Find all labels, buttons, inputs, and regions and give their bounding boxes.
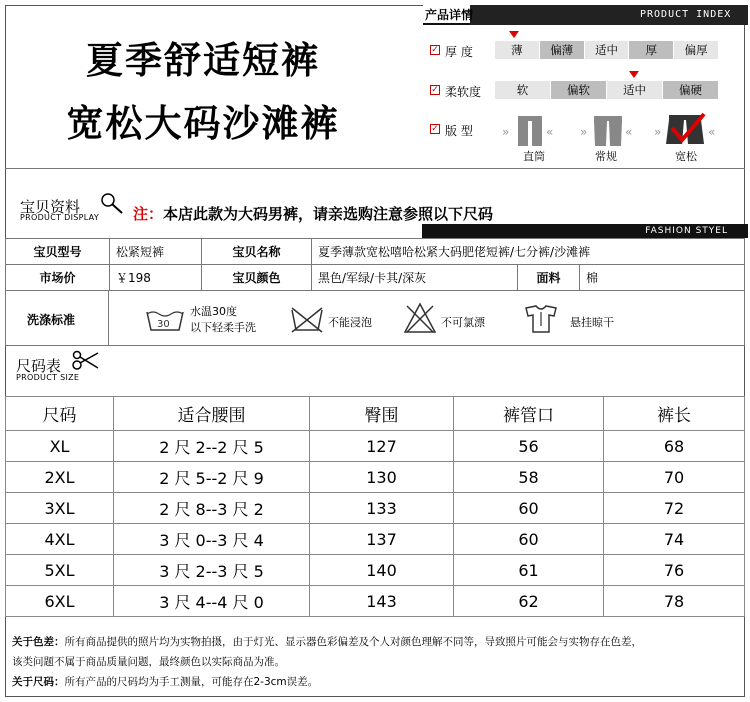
magnifier-icon (100, 192, 126, 216)
product-index-en: PRODUCT INDEX (640, 9, 732, 20)
size-cell: 2XL (6, 462, 114, 493)
model-value: 松紧短裤 (110, 239, 202, 265)
hang-dry-text: 悬挂晾干 (570, 316, 614, 329)
table-row (6, 555, 745, 586)
name-label: 宝贝名称 (202, 239, 312, 265)
checkbox-icon: ✓ (431, 45, 439, 55)
scale-option: 适中 (606, 81, 662, 99)
table-row (6, 462, 745, 493)
hip-cell: 133 (310, 493, 454, 524)
col-header: 臀围 (310, 397, 454, 431)
no-bleach-text: 不可氯漂 (441, 316, 485, 329)
leg-opening-cell: 56 (454, 431, 604, 462)
color-label: 宝贝颜色 (202, 265, 312, 291)
hip-cell: 143 (310, 586, 454, 617)
notice-text: 本店此款为大码男裤，请亲选购注意参照以下尺码 (163, 205, 494, 223)
softness-scale (494, 81, 718, 99)
hip-cell: 130 (310, 462, 454, 493)
size-table-header (6, 397, 745, 431)
price-value: ￥198 (110, 265, 202, 291)
length-cell: 74 (604, 524, 745, 555)
table-row (6, 493, 745, 524)
waist-cell: 3 尺 2--3 尺 5 (114, 555, 310, 586)
col-header: 裤管口 (454, 397, 604, 431)
color-note-text: 所有商品提供的照片均为实物拍摄，由于灯光、显示器色彩偏差及个人对颜色理解不同等，导致照片可能会与实物存在色差， (64, 636, 642, 648)
notes (12, 632, 744, 692)
size-note-title: 关于尺码： (12, 676, 65, 688)
regular-pants-icon (578, 112, 638, 148)
scale-option: 偏硬 (662, 81, 718, 99)
wash-temp: 30 (157, 319, 170, 330)
length-cell: 70 (604, 462, 745, 493)
waist-cell: 3 尺 4--4 尺 0 (114, 586, 310, 617)
leg-opening-cell: 61 (454, 555, 604, 586)
leg-opening-cell: 58 (454, 462, 604, 493)
svg-text:»: » (654, 125, 662, 139)
color-note-line1 (12, 632, 744, 652)
length-cell: 72 (604, 493, 745, 524)
fabric-label: 面料 (518, 265, 580, 291)
length-cell: 76 (604, 555, 745, 586)
color-note-title: 关于色差： (12, 636, 65, 648)
table-row (6, 431, 745, 462)
hang-dry-icon (524, 304, 558, 334)
leg-opening-cell: 60 (454, 493, 604, 524)
product-info-table (5, 238, 745, 291)
col-header: 尺码 (6, 397, 114, 431)
hip-cell: 127 (310, 431, 454, 462)
divider (5, 168, 745, 169)
svg-text:«: « (625, 125, 633, 139)
scale-option: 薄 (494, 41, 539, 59)
scale-option: 偏薄 (539, 41, 584, 59)
size-cell: 3XL (6, 493, 114, 524)
scale-option: 适中 (584, 41, 629, 59)
hip-cell: 140 (310, 555, 454, 586)
model-label: 宝贝型号 (6, 239, 110, 265)
style-option-regular: 常规 (595, 150, 617, 163)
size-cell: XL (6, 431, 114, 462)
style-option-loose: 宽松 (675, 150, 697, 163)
thickness-marker-icon (509, 31, 519, 38)
wash-temp-text: 水温30度 (190, 305, 237, 318)
loose-pants-icon (652, 110, 722, 148)
scale-option: 偏软 (550, 81, 606, 99)
thickness-scale (494, 41, 718, 59)
length-cell: 78 (604, 586, 745, 617)
leg-opening-cell: 62 (454, 586, 604, 617)
size-cell: 5XL (6, 555, 114, 586)
wash-label: 洗涤标准 (27, 313, 76, 327)
wash-hand-text: 以下轻柔手洗 (190, 321, 256, 334)
hip-cell: 137 (310, 524, 454, 555)
svg-text:«: « (546, 125, 554, 139)
waist-cell: 2 尺 2--2 尺 5 (114, 431, 310, 462)
softness-label: 柔软度 (445, 85, 482, 99)
size-note-line (12, 672, 744, 692)
thickness-label: 厚 度 (445, 45, 473, 59)
table-row (6, 586, 745, 617)
table-row (6, 524, 745, 555)
title-line-1: 夏季舒适短裤 (86, 39, 320, 82)
waist-cell: 2 尺 5--2 尺 9 (114, 462, 310, 493)
size-cell: 6XL (6, 586, 114, 617)
product-index-label: 产品详情 (425, 8, 474, 22)
price-label: 市场价 (6, 265, 110, 291)
fabric-value: 棉 (580, 265, 745, 291)
scale-option: 偏厚 (673, 41, 718, 59)
svg-text:»: » (580, 125, 588, 139)
checkbox-icon: ✓ (431, 124, 439, 134)
col-header: 适合腰围 (114, 397, 310, 431)
scissors-icon (72, 350, 100, 372)
style-label: 版 型 (445, 124, 473, 138)
col-header: 裤长 (604, 397, 745, 431)
color-note-text2: 该类问题不属于商品质量问题，最终颜色以实际商品为准。 (12, 656, 285, 668)
product-display-sub: PRODUCT DISPLAY (20, 213, 100, 222)
notice-prefix: 注： (133, 205, 164, 223)
name-value: 夏季薄款宽松嘻哈松紧大码肥佬短裤/七分裤/沙滩裤 (312, 239, 745, 265)
scale-option: 软 (494, 81, 550, 99)
waist-cell: 2 尺 8--3 尺 2 (114, 493, 310, 524)
size-notice (133, 203, 493, 224)
svg-text:«: « (708, 125, 716, 139)
size-table (5, 396, 745, 617)
title-line-2: 宽松大码沙滩裤 (66, 102, 340, 145)
svg-text:»: » (502, 125, 510, 139)
no-soak-icon (290, 306, 324, 334)
product-display-title: 宝贝资料 (20, 198, 81, 216)
leg-opening-cell: 60 (454, 524, 604, 555)
softness-marker-icon (629, 71, 639, 78)
size-cell: 4XL (6, 524, 114, 555)
scale-option: 厚 (628, 41, 673, 59)
size-note-text: 所有产品的尺码均为手工测量，可能存在2-3cm误差。 (64, 676, 319, 688)
checkbox-icon: ✓ (431, 85, 439, 95)
size-chart-sub: PRODUCT SIZE (16, 373, 80, 382)
straight-pants-icon (500, 112, 560, 148)
no-bleach-icon (403, 302, 437, 334)
color-value: 黑色/军绿/卡其/深灰 (312, 265, 518, 291)
fashion-style-bar: FASHION STYEL (422, 224, 748, 238)
style-option-straight: 直筒 (523, 150, 545, 163)
hand-wash-icon (145, 308, 185, 334)
size-chart-title: 尺码表 (16, 357, 62, 375)
waist-cell: 3 尺 0--3 尺 4 (114, 524, 310, 555)
no-soak-text: 不能浸泡 (328, 316, 372, 329)
length-cell: 68 (604, 431, 745, 462)
